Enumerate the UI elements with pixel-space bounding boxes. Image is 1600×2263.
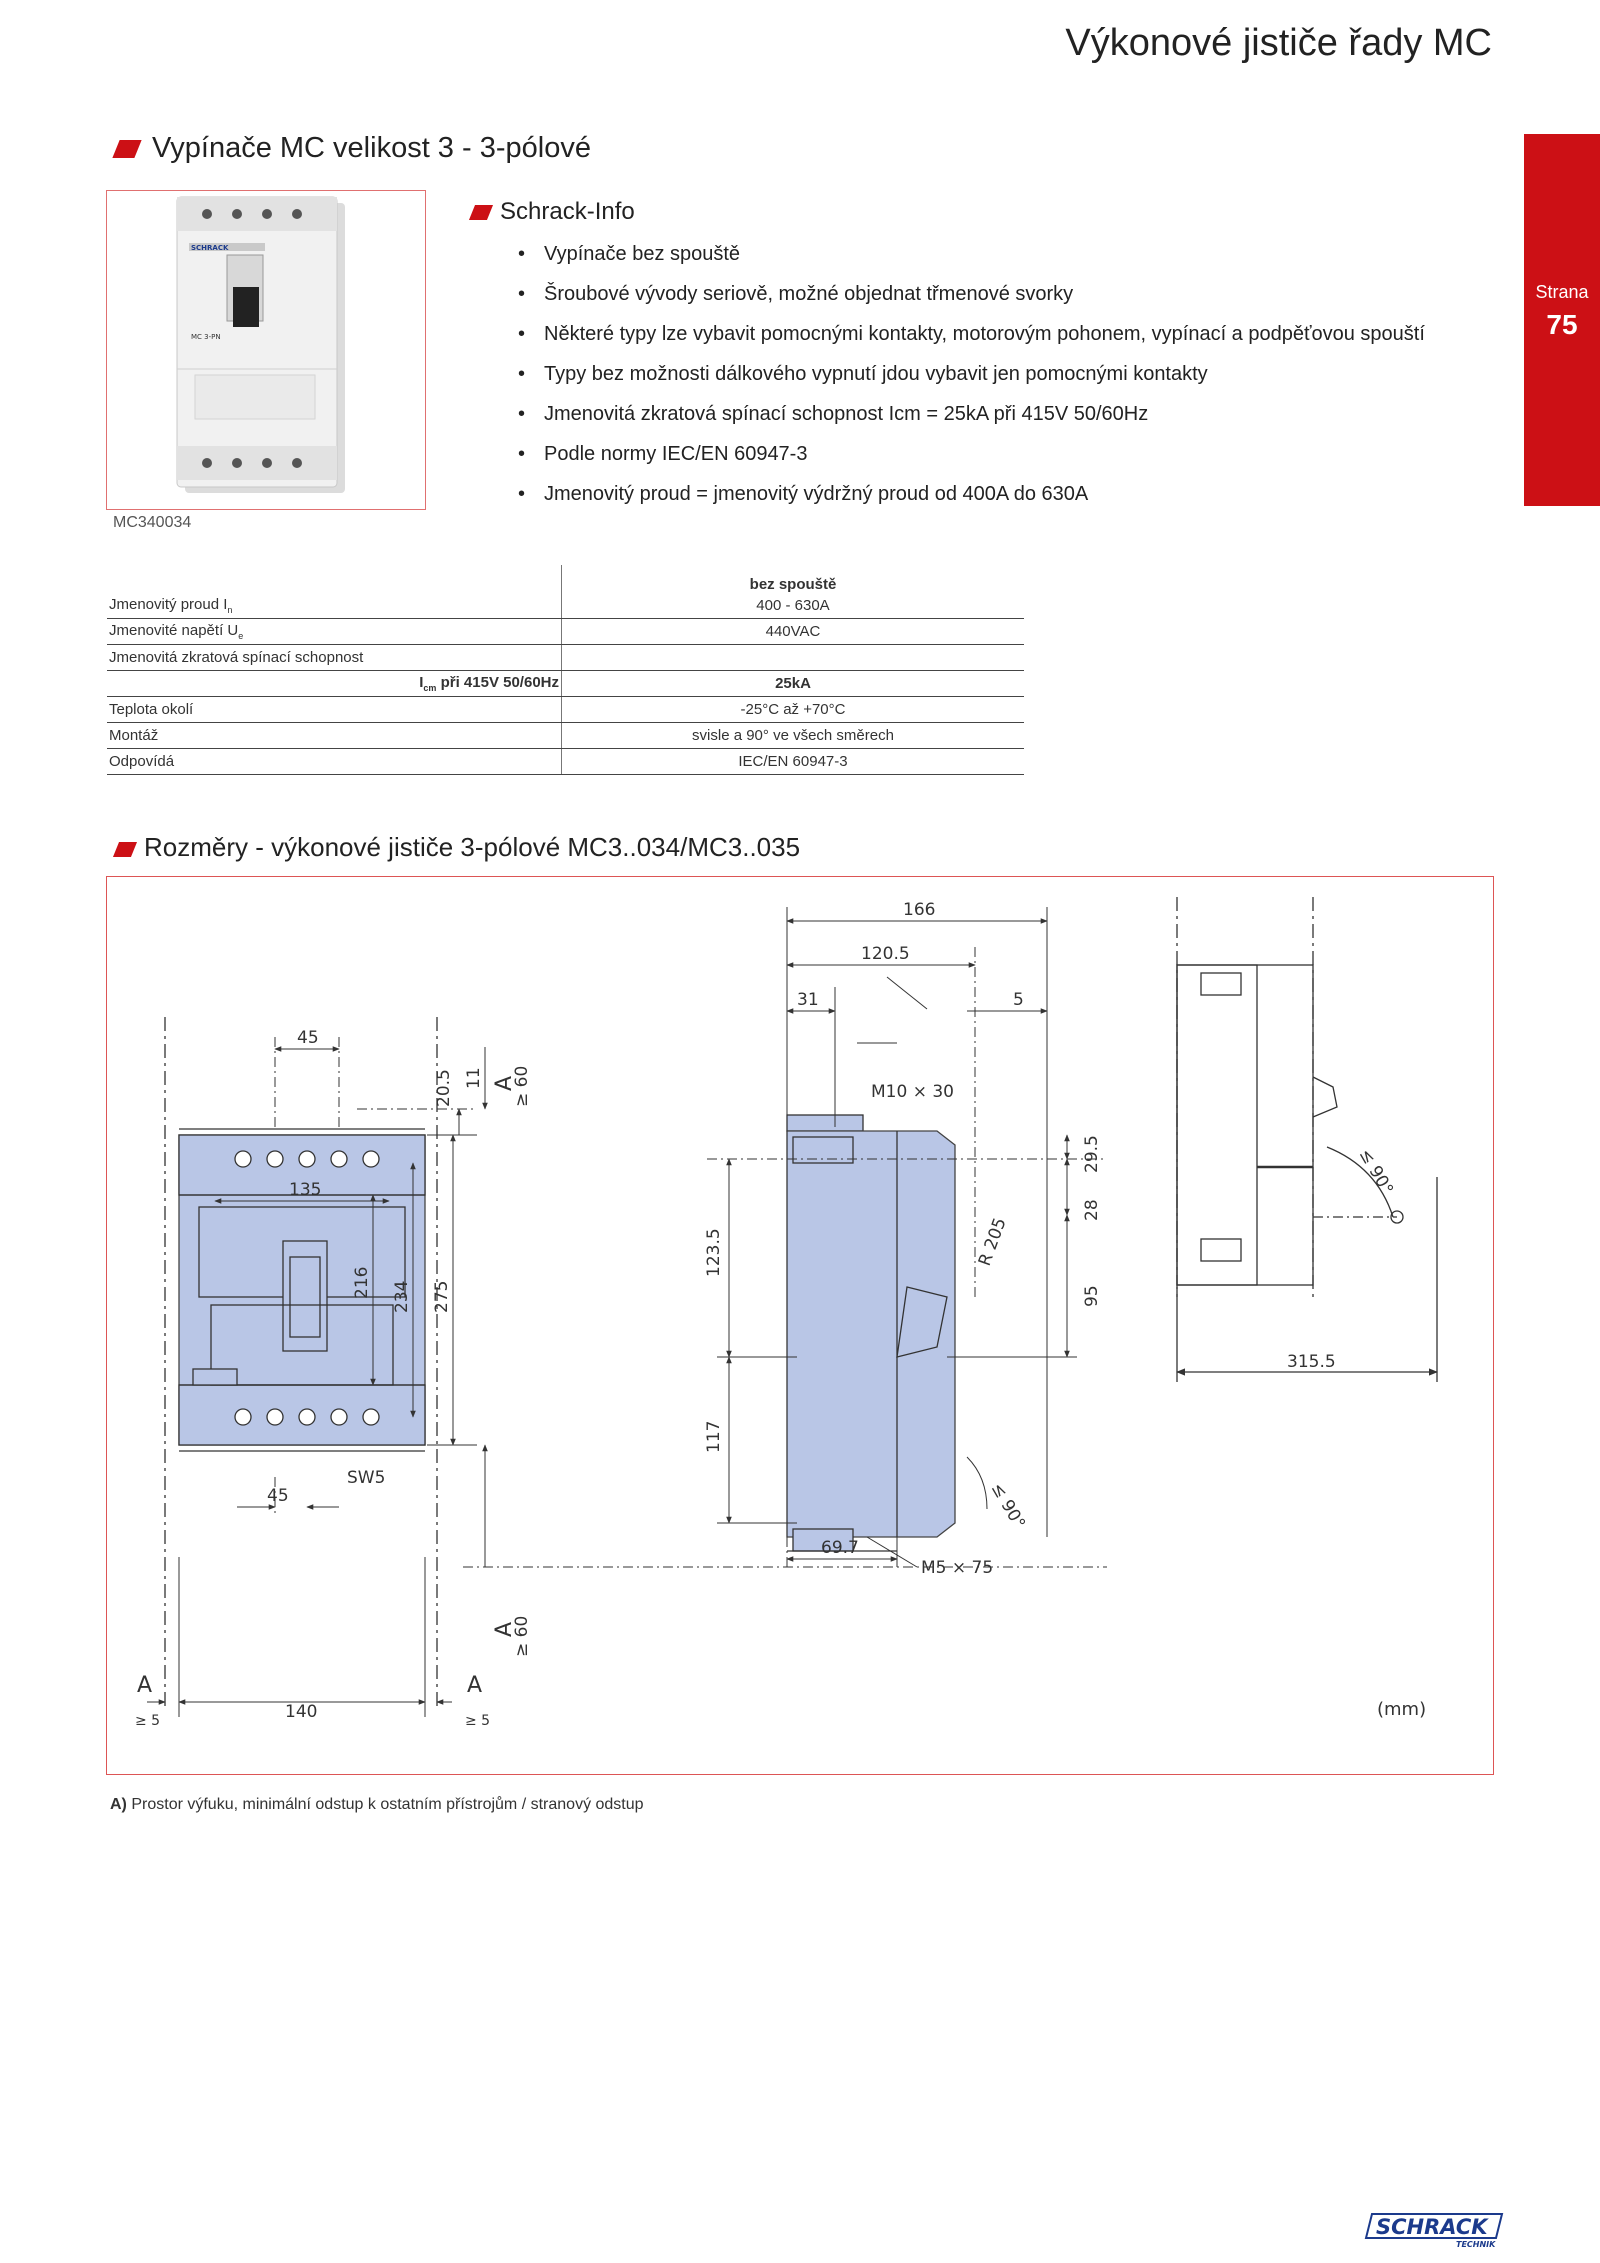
dim-5: 5 <box>1013 990 1024 1010</box>
spec-value: svisle a 90° ve všech směrech <box>562 723 1025 749</box>
dim-45-top: 45 <box>297 1028 319 1048</box>
spec-label: Teplota okolí <box>107 697 562 723</box>
footnote <box>110 1796 644 1814</box>
dim-216: 216 <box>352 1266 372 1299</box>
schrack-info-heading <box>472 198 635 226</box>
dim-120-5: 120.5 <box>861 944 910 964</box>
clearance-a-right: A <box>467 1673 483 1698</box>
clearance-a-left-value: ≥ 5 <box>135 1713 161 1729</box>
schrack-logo-svg <box>1364 2210 1504 2250</box>
spec-label: Jmenovitý proud I <box>109 596 228 613</box>
section-title: Rozměry - výkonové jističe 3-pólové MC3..034/MC3..035 <box>144 832 801 862</box>
dim-20-5: 20.5 <box>434 1069 454 1107</box>
spec-row: Jmenovitý proud $I_n$ 400 - 630A <box>107 593 1024 619</box>
section-title: Vypínače MC velikost 3 - 3-pólové <box>152 132 591 164</box>
dim-117: 117 <box>704 1420 724 1453</box>
unit-label: (mm) <box>1377 1699 1427 1720</box>
dim-28: 28 <box>1082 1199 1102 1221</box>
page-tab <box>1524 134 1600 506</box>
spec-row <box>107 645 1024 671</box>
page-title: Výkonové jističe řady MC <box>1065 22 1492 64</box>
thread-m10: M10 × 30 <box>871 1082 954 1102</box>
profile-view <box>1177 897 1437 1382</box>
dimension-drawing <box>106 876 1494 1775</box>
spec-value: -25°C až +70°C <box>562 697 1025 723</box>
info-item: • Typy bez možnosti dálkového vypnutí jdou vybavit jen pomocnými kontakty <box>512 362 1425 402</box>
spec-label: Jmenovité napětí U <box>109 622 239 639</box>
svg-text:SCHRACK: SCHRACK <box>1376 2215 1488 2239</box>
photo-model-text: MC 3-PN <box>191 333 221 341</box>
spec-row <box>107 749 1024 775</box>
dim-45-bottom: 45 <box>267 1486 289 1506</box>
dimension-drawing-svg <box>107 877 1493 1774</box>
clearance-a-top-value: ≥ 60 <box>512 1065 532 1107</box>
spec-label: Montáž <box>107 723 562 749</box>
dim-11: 11 <box>464 1067 484 1089</box>
dim-69-7: 69.7 <box>821 1538 859 1558</box>
spec-row <box>107 697 1024 723</box>
dim-95: 95 <box>1082 1285 1102 1307</box>
dim-123-5: 123.5 <box>704 1228 724 1277</box>
svg-text:TECHNIK: TECHNIK <box>1456 2240 1496 2249</box>
dim-140: 140 <box>285 1702 318 1722</box>
spec-value <box>562 645 1025 671</box>
info-item: • Podle normy IEC/EN 60947-3 <box>512 442 1425 482</box>
dim-31: 31 <box>797 990 819 1010</box>
product-image <box>106 190 426 510</box>
schrack-logo <box>1364 2210 1504 2255</box>
sw5-label: SW5 <box>347 1468 386 1488</box>
footnote-text: Prostor výfuku, minimální odstup k ostatním přístrojům / stranový odstup <box>131 1796 644 1813</box>
section-heading-switches <box>116 132 591 165</box>
front-view <box>165 1017 437 1707</box>
info-item: • Jmenovitá zkratová spínací schopnost Icm = 25kA při 415V 50/60Hz <box>512 402 1425 442</box>
spec-label: I <box>419 674 424 691</box>
dim-135: 135 <box>289 1180 322 1200</box>
red-marker-icon <box>112 140 141 158</box>
spec-value: 25kA <box>562 671 1025 697</box>
clearance-a-left: A <box>137 1673 153 1698</box>
schrack-info-title: Schrack-Info <box>500 198 635 225</box>
spec-value: IEC/EN 60947-3 <box>562 749 1025 775</box>
spec-row: Jmenovité napětí $U_e$ 440VAC <box>107 619 1024 645</box>
spec-table <box>107 565 1024 775</box>
dim-275: 275 <box>432 1280 452 1313</box>
section-heading-dimensions <box>116 832 800 863</box>
spec-row <box>107 723 1024 749</box>
product-code: MC340034 <box>113 514 192 531</box>
page-number: 75 <box>1546 309 1578 340</box>
clearance-a-top: A <box>492 1075 517 1091</box>
radius-205: R 205 <box>974 1215 1011 1269</box>
dim-315-5: 315.5 <box>1287 1352 1336 1372</box>
dim-166: 166 <box>903 900 936 920</box>
spec-label: Jmenovitá zkratová spínací schopnost <box>107 645 562 671</box>
angle-90-side: ≤ 90° <box>986 1479 1029 1533</box>
clearance-a-right-value: ≥ 5 <box>465 1713 491 1729</box>
angle-90-rear: ≤ 90° <box>1354 1145 1397 1199</box>
spec-value: 440VAC <box>562 619 1025 645</box>
info-item: • Některé typy lze vybavit pomocnými kontakty, motorovým pohonem, vypínací a podpěťovou spouští <box>512 322 1425 362</box>
footnote-key: A) <box>110 1796 127 1813</box>
dim-29-5: 29.5 <box>1082 1135 1102 1173</box>
clearance-a-bottom: A <box>492 1621 517 1637</box>
dim-234: 234 <box>392 1280 412 1313</box>
spec-column-header: bez spouště <box>562 565 1025 593</box>
photo-brand-text: SCHRACK <box>191 244 229 252</box>
clearance-a-bottom-value: ≥ 60 <box>512 1615 532 1657</box>
spec-label: Odpovídá <box>107 749 562 775</box>
schrack-info-list <box>512 242 1425 522</box>
page-tab-label: Strana <box>1535 282 1589 302</box>
breaker-photo-illustration <box>107 191 425 509</box>
info-item: • Jmenovitý proud = jmenovitý výdržný proud od 400A do 630A <box>512 482 1425 522</box>
info-item: • Vypínače bez spouště <box>512 242 1425 282</box>
red-marker-icon <box>113 842 137 857</box>
spec-value: 400 - 630A <box>562 593 1025 619</box>
red-marker-icon <box>469 205 493 220</box>
thread-m5: M5 × 75 <box>921 1558 994 1578</box>
info-item: • Šroubové vývody seriově, možné objednat třmenové svorky <box>512 282 1425 322</box>
side-view <box>787 1115 955 1551</box>
spec-row: $I_{cm}$ při 415V 50/60Hz 25kA <box>107 671 1024 697</box>
